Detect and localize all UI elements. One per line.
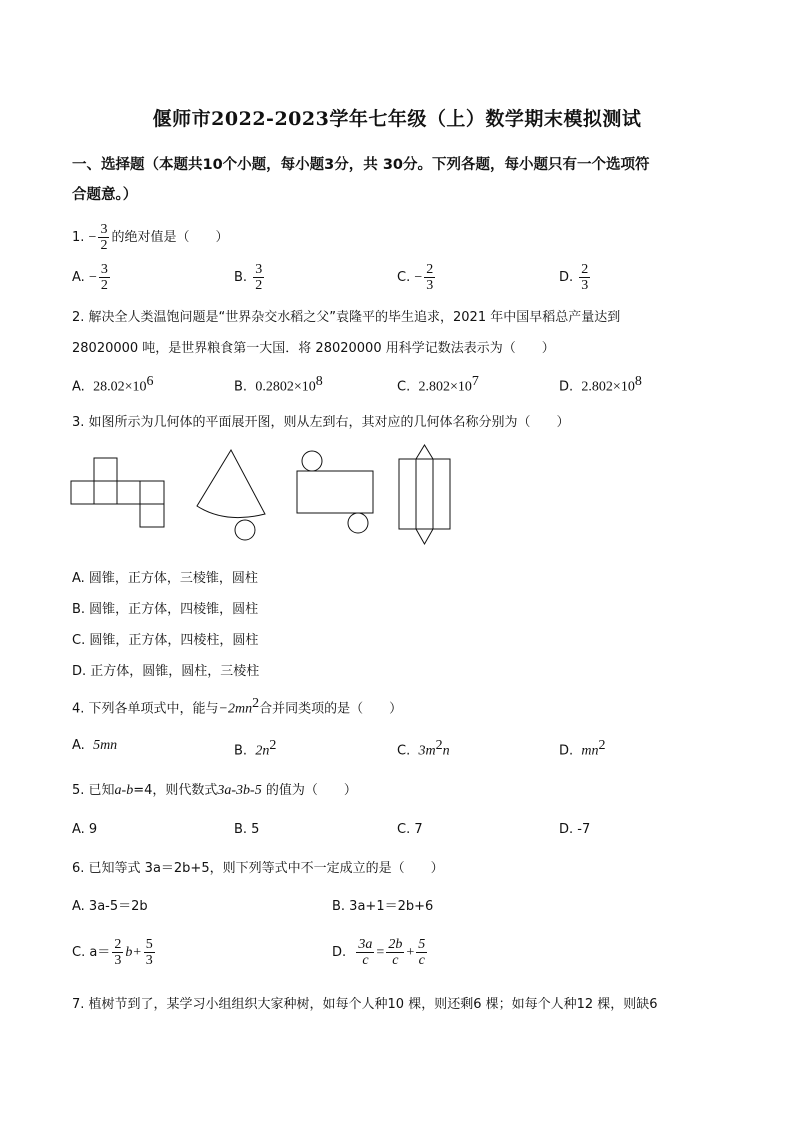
- fraction: [416, 937, 427, 968]
- fraction: [579, 262, 590, 293]
- section-heading-line2: 合题意。）: [72, 187, 138, 203]
- value: 2.802×10: [581, 379, 635, 395]
- q1-option-c: [397, 262, 437, 293]
- q5-option-a: A. 9: [72, 822, 98, 837]
- sector-shape: [197, 450, 265, 518]
- q4-option-d: [559, 738, 606, 759]
- base-circle: [235, 520, 255, 540]
- num: 5: [418, 937, 426, 952]
- q1-frac-den: 2: [100, 238, 108, 253]
- q4-pre: 4. 下列各单项式中，能与: [72, 701, 219, 717]
- fraction: [144, 937, 155, 968]
- exponent: 2: [598, 738, 606, 753]
- cone-net-figure: [195, 448, 270, 544]
- q5-post: 的值为（ ）: [265, 783, 357, 798]
- den: 3: [114, 953, 122, 968]
- value: 2n: [255, 743, 270, 759]
- exponent: 7: [471, 374, 479, 389]
- net-square: [140, 504, 164, 527]
- net-square: [94, 481, 117, 504]
- q6-option-a: A. 3a-5＝2b: [72, 899, 148, 914]
- q1-text: 的绝对值是（ ）: [111, 230, 229, 245]
- fraction: [356, 937, 374, 968]
- den: c: [362, 953, 369, 968]
- q1-option-b: [234, 262, 266, 293]
- q4-option-a: [72, 738, 117, 754]
- fraction: [99, 262, 110, 293]
- sign: −: [88, 270, 97, 285]
- value: n: [442, 743, 450, 759]
- num: 3: [100, 262, 108, 277]
- option-label: B.: [234, 743, 248, 759]
- option-label: C.: [397, 270, 411, 285]
- value: 5mn: [93, 738, 118, 753]
- exponent: 8: [634, 374, 642, 389]
- q5-option-b: B. 5: [234, 822, 260, 837]
- q4-option-c: [397, 738, 450, 759]
- num: 3a: [358, 937, 373, 952]
- q3-option-d: D. 正方体，圆锥，圆柱，三棱柱: [72, 664, 260, 679]
- num: 2: [581, 262, 589, 277]
- option-label: B.: [234, 379, 248, 395]
- q1-option-d: [559, 262, 592, 293]
- q2-option-c: [397, 374, 479, 395]
- option-label: A.: [72, 738, 85, 753]
- q5-expr2: 3a-3b-5: [217, 783, 262, 798]
- q2-option-a: [72, 374, 153, 395]
- value: 0.2802×10: [255, 379, 316, 395]
- cube-net-figure: [70, 457, 168, 529]
- fraction: [424, 262, 435, 293]
- exponent: 2: [269, 738, 277, 753]
- bottom-triangle: [416, 529, 433, 544]
- option-label: D.: [332, 945, 347, 960]
- num: 2b: [388, 937, 403, 952]
- q2-line2: 28020000 吨，是世界粮食第一大国．将 28020000 用科学记数法表示为（ ）: [72, 341, 555, 356]
- fraction: [253, 262, 264, 293]
- plus: +: [406, 945, 415, 960]
- den: 2: [255, 278, 263, 293]
- option-label: A.: [72, 379, 85, 395]
- term: b+: [125, 945, 142, 960]
- option-label: D.: [559, 270, 574, 285]
- exponent: 8: [315, 374, 323, 389]
- page-title: 偃师市2022-2023学年七年级（上）数学期末模拟测试: [152, 108, 642, 130]
- prism-net-figure: [398, 444, 452, 546]
- q3-option-c: C. 圆锥，正方体，四棱柱，圆柱: [72, 633, 259, 648]
- sign: −: [414, 270, 423, 285]
- q4-expression: −2mn: [218, 701, 253, 717]
- option-label: C.: [397, 743, 411, 759]
- option-label: C.: [397, 379, 411, 395]
- den: c: [418, 953, 425, 968]
- q3-option-a: A. 圆锥，正方体，三棱锥，圆柱: [72, 571, 258, 586]
- equals: =: [376, 945, 385, 960]
- question-5: [72, 779, 357, 799]
- q1-frac-num: 3: [100, 222, 108, 237]
- net-square: [117, 481, 140, 504]
- net-square: [71, 481, 94, 504]
- q5-option-d: D. -7: [559, 822, 591, 837]
- value: 28.02×10: [93, 379, 147, 395]
- q2-option-d: [559, 374, 642, 395]
- fraction: [112, 937, 123, 968]
- q5-mid: =4，则代数式: [133, 783, 218, 798]
- q3-text: 3. 如图所示为几何体的平面展开图，则从左到右，其对应的几何体名称分别为（ ）: [72, 415, 570, 430]
- q2-option-b: [234, 374, 323, 395]
- option-label: D.: [559, 743, 574, 759]
- den: 2: [100, 278, 108, 293]
- num: 2: [426, 262, 434, 277]
- net-square: [94, 458, 117, 481]
- net-square: [140, 481, 164, 504]
- value: mn: [581, 743, 599, 759]
- option-label: D.: [559, 379, 574, 395]
- lateral-rectangle: [297, 471, 373, 513]
- num: 3: [255, 262, 263, 277]
- q1-number: 1.: [72, 230, 85, 245]
- q1-neg-sign: −: [88, 230, 97, 245]
- value: 2.802×10: [418, 379, 472, 395]
- q2-line1: 2. 解决全人类温饱问题是“世界杂交水稻之父”袁隆平的毕生追求，2021 年中国早稻总产量达到: [72, 310, 621, 325]
- q1-fraction: [98, 222, 109, 253]
- q3-option-b: B. 圆锥，正方体，四棱锥，圆柱: [72, 602, 259, 617]
- q5-pre: 5. 已知: [72, 783, 115, 798]
- value: 3m: [418, 743, 436, 759]
- section-heading-line1: 一、选择题（本题共10个小题，每小题3分，共 30分。下列各题，每小题只有一个选项符: [72, 157, 650, 173]
- question-1: [72, 222, 228, 253]
- q1-option-a: [72, 262, 112, 293]
- q6-option-d: [332, 937, 429, 968]
- den: c: [392, 953, 399, 968]
- den: 3: [145, 953, 153, 968]
- lateral-face: [399, 459, 450, 529]
- q5-option-c: C. 7: [397, 822, 423, 837]
- q6-option-b: B. 3a+1＝2b+6: [332, 899, 434, 914]
- question-4: [72, 696, 402, 717]
- exponent: 6: [146, 374, 154, 389]
- den: 3: [426, 278, 434, 293]
- fraction: [386, 937, 404, 968]
- q4-option-b: [234, 738, 276, 759]
- exponent: 2: [435, 738, 443, 753]
- option-label: B.: [234, 270, 248, 285]
- option-label: A.: [72, 270, 85, 285]
- q5-expr1: a-b: [114, 783, 134, 798]
- top-circle: [302, 451, 322, 471]
- q6-option-c: [72, 937, 157, 968]
- top-triangle: [416, 445, 433, 459]
- q7-text: 7. 植树节到了，某学习小组组织大家种树，如每个人种10 棵，则还剩6 棵；如每个人种12 棵，则缺6: [72, 997, 658, 1012]
- q4-post: 合并同类项的是（ ）: [259, 701, 403, 717]
- exponent: 2: [252, 696, 260, 711]
- num: 2: [114, 937, 122, 952]
- option-label: C. a＝: [72, 945, 111, 960]
- den: 3: [581, 278, 589, 293]
- cylinder-net-figure: [293, 449, 377, 535]
- q6-text: 6. 已知等式 3a＝2b+5，则下列等式中不一定成立的是（ ）: [72, 861, 444, 876]
- bottom-circle: [348, 513, 368, 533]
- num: 5: [145, 937, 153, 952]
